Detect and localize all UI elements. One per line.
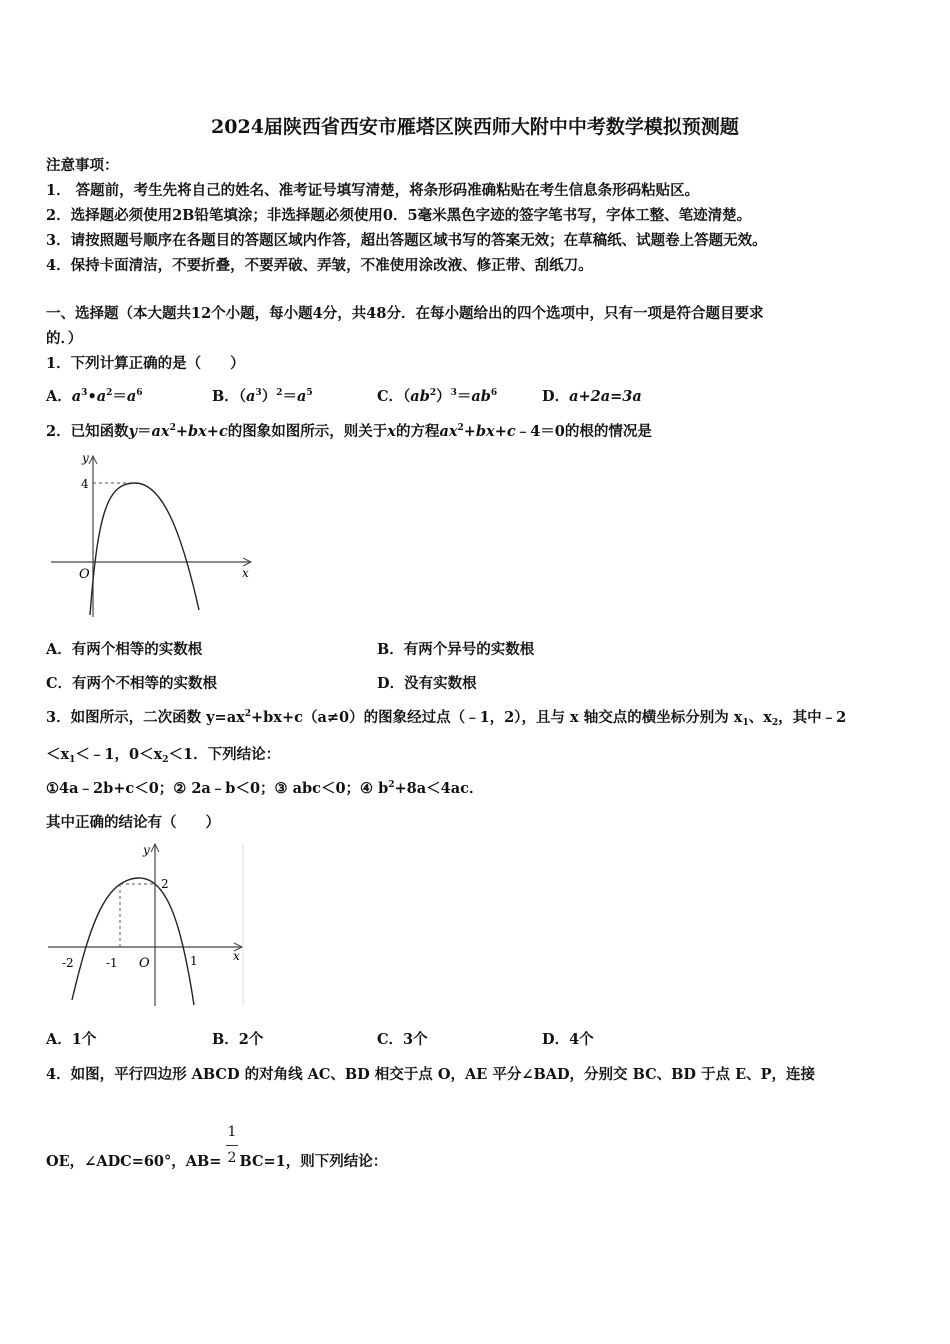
q2-tick-4: 4 — [81, 477, 89, 491]
q3-tick-1: 1 — [190, 954, 198, 968]
q3-conclusions: ①4a﹣2b+c＜0；② 2a﹣b＜0；③ abc＜0；④ $b^2+8a<4ac$． — [46, 780, 484, 797]
page-title: 2024届陕西省西安市雁塔区陕西师大附中中考数学模拟预测题 — [211, 116, 739, 138]
q3-origin-label: O — [139, 956, 150, 971]
q4-fraction-denominator: 2 — [227, 1150, 237, 1166]
q2-y-label: y — [82, 451, 89, 465]
q3-option-d: D．4个 — [542, 1031, 594, 1048]
section1-line1: 一、选择题（本大题共12个小题，每小题4分，共48分．在每小题给出的四个选项中，只有一项是符合题目要求 — [46, 305, 764, 322]
q3-stem-line1: 3．如图所示，二次函数 $y=ax^2+bx+c(a\ne 0)$的图象经过点（﹣1，2），且与 x 轴交点的横坐标分别为 $x_1$、$x_2$，其中﹣2 — [46, 709, 847, 728]
q3-tick-2: 2 — [161, 877, 169, 891]
q2-option-a: A．有两个相等的实数根 — [46, 641, 203, 658]
notice-item-4: 4．保持卡面清洁，不要折叠，不要弄破、弄皱，不准使用涂改液、修正带、刮纸刀。 — [46, 257, 593, 274]
notice-item-1: 1． 答题前，考生先将自己的姓名、准考证号填写清楚，将条形码准确粘贴在考生信息条形码粘贴区。 — [46, 182, 700, 199]
q2-option-c: C．有两个不相等的实数根 — [46, 675, 218, 692]
q4-stem-line2: OE，∠ADC=60°，AB= BC=1，则下列结论： — [46, 1153, 388, 1170]
q1-stem: 1．下列计算正确的是（ ） — [46, 355, 245, 372]
q3-tick-minus2: -2 — [62, 956, 74, 970]
q2-option-b: B．有两个异号的实数根 — [377, 641, 535, 658]
q3-option-b: B．2个 — [212, 1031, 264, 1048]
q2-parabola-curve — [90, 483, 199, 615]
notice-item-2: 2．选择题必须使用2B铅笔填涂；非选择题必须使用0．5毫米黑色字迹的签字笔书写，字体工整、笔迹清楚。 — [46, 207, 752, 224]
q2-parabola-graph — [46, 450, 261, 620]
q4-stem-line1: 4．如图，平行四边形 ABCD 的对角线 AC、BD 相交于点 O，AE 平分∠BAD，分别交 BC、BD 于点 E、P，连接 — [46, 1066, 816, 1083]
q1-option-b: B．$(a^3)^2=a^5$ — [212, 388, 313, 405]
q3-ask: 其中正确的结论有（ ） — [46, 814, 220, 831]
q2-x-label: x — [242, 566, 249, 580]
q3-option-c: C．3个 — [377, 1031, 428, 1048]
q3-parabola-curve — [72, 878, 194, 1005]
q3-y-label: y — [143, 843, 150, 857]
q3-stem-line2: $<x_1<﹣1$，$0<x_2<1$．下列结论： — [46, 746, 281, 765]
notice-heading: 注意事项： — [46, 157, 119, 174]
q4-fraction-bar — [226, 1145, 238, 1146]
q2-stem: 2．已知函数$y=ax^2+bx+c$的图象如图所示，则关于x的方程$ax^2+bx+c﹣4=0$的根的情况是 — [46, 423, 652, 440]
q1-option-d: D．a+2a=3a — [542, 388, 642, 405]
q3-tick-minus1: -1 — [106, 956, 118, 970]
q2-origin-label: O — [79, 567, 90, 582]
section1-line2: 的．） — [46, 330, 83, 347]
q3-option-a: A．1个 — [46, 1031, 97, 1048]
q2-option-d: D．没有实数根 — [377, 675, 477, 692]
q1-option-c: C．$(ab^2)^3=ab^6$ — [377, 388, 498, 405]
q3-parabola-graph — [46, 840, 246, 1010]
q4-fraction-numerator: 1 — [227, 1124, 237, 1140]
q1-option-a: A．$a^3•a^2=a^6$ — [46, 388, 143, 405]
notice-item-3: 3．请按照题号顺序在各题目的答题区域内作答，超出答题区域书写的答案无效；在草稿纸、试题卷上答题无效。 — [46, 232, 767, 249]
q3-x-label: x — [233, 949, 240, 963]
